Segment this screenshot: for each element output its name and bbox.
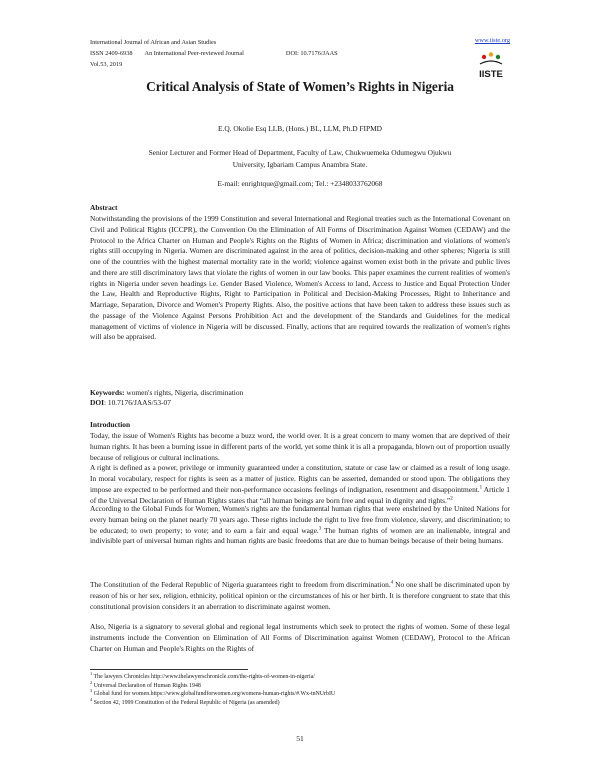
review-type: An International Peer-reviewed Journal xyxy=(144,50,244,57)
introduction-paragraph-3: The Constitution of the Federal Republic of Nigeria guarantees right to freedom from discrimination.$^4$ No one shall be discriminated upon by reason of his or her sex, religion, ethnicity, political opinion or the circumstances of his or her birth. It is therefore congruent to state that this constitutional provision considers it an aberration to discriminate against women. xyxy=(90,580,510,611)
footnote: $^4$ Section 42, 1999 Constitution of the Federal Republic of Nigeria (as amended) xyxy=(90,696,280,706)
journal-name: International Journal of African and Asian Studies xyxy=(90,39,217,46)
article-doi: DOI: 10.7176/JAAS/53-07 xyxy=(90,398,171,407)
footnote-divider xyxy=(90,669,248,670)
introduction-paragraph-1: Today, the issue of Women's Rights has become a buzz word, the world over. It is a great concern to many women that are deprived of their human rights. It has been a burning issue in different parts of the world, yet some think it is all a propaganda, blown out of proportion usually because of religious or cultural inclinations. A right is defined as a power, privilege or immunity guaranteed under a constitution, statute or case law or claimed as a result of long usage. In moral vocabulary, respect for rights is seen as a matter of justice. Rights can be asserted, demanded or stood upon. The obligations they impose are expected to be performed and their non-performance occasions feelings of indignation, resentment and disappointment.$^1$ Article 1 of the Universal Declaration of Human Rights states that “all human beings are born free and equal in dignity and rights.”$^2$ xyxy=(90,431,510,505)
paper-title: Critical Analysis of State of Women’s Rights in Nigeria xyxy=(146,79,454,94)
author-line: E.Q. Okolie Esq LLB, (Hons.) BL, LLM, Ph.D FIPMD xyxy=(217,124,383,133)
footnote: $^3$ Global fund for women.https://www.globalfundforwomen.org/womens-human-rights/#.Wx-tnNUrbIU xyxy=(90,688,336,698)
introduction-paragraph-4: Also, Nigeria is a signatory to several global and regional legal instruments which seek to protect the rights of women. Some of these legal instruments include the Convention on Elimination of All Forms of Discrimination against Women (CEDAW), Protocol to the African Charter on Human and People's Rights on the Rights of xyxy=(90,622,510,653)
footnote-ref: 1 xyxy=(479,485,483,491)
footnotes xyxy=(90,673,520,707)
footnote-ref: 4 xyxy=(390,580,394,586)
journal-url-link[interactable]: www.iiste.org xyxy=(474,37,510,44)
logo-text: IISTE xyxy=(479,69,503,80)
introduction-paragraph-2: According to the Global Funds for Women, Women's rights are the fundamental human rights that were enshrined by the United Nations for every human being on the planet nearly 70 years ago. These rights include the right to live free from violence, slavery, and discrimination; to be educated; to own property; to vote; and to earn a fair and equal wage.$^3$ The human rights of women are an inalienable, integral and indivisible part of universal human rights and human rights are basic freedoms that are due to human beings because of their being humans. xyxy=(90,504,510,546)
footnote: $^1$ The lawyers Chronicles http://www.thelawyerschronicle.com/the-rights-of-women-in-nigeria/ xyxy=(90,671,315,680)
issn: ISSN 2409-6938 xyxy=(90,50,133,57)
footnote-ref: 2 xyxy=(450,496,453,502)
footnote: $^2$ Universal Declaration of Human Rights 1948 xyxy=(90,679,201,689)
page-number: 51 xyxy=(296,734,304,743)
introduction-heading: Introduction xyxy=(90,420,131,429)
volume: Vol.53, 2019 xyxy=(90,61,123,68)
abstract-text: Notwithstanding the provisions of the 1999 Constitution and several International and Regional treaties such as the International Covenant on Civil and Political Rights (ICCPR), the Convention On the Elimination of All Forms of Discrimination Against Women (CEDAW) and the Protocol to the Africa Charter on Human and People's Rights on the Rights of Women in Africa; discrimination and violations of women's rights still occupying in Nigeria. Women are discriminated against in the area of politics, decision-making and other spheres; Nigeria is still one of the countries with the highest maternal mortality rate in the world; violence against women exist both in the private and public lives and there are still discriminatory laws that violate the rights of women in our law books. This paper examines the current realities of women's rights in Nigeria under seven headings i.e. Gender Based Violence, Women's Access to land, Access to Justice and Equal Protection Under the Law, Health and Reproductive Rights, Right to Participation in Political and Decision-Making Processes, Right to Inheritance and Marriage, Separation, Divorce and Women's Property Rights. Also, the positive actions that have been taken to address these issues such as the passage of the Violence Against Persons Prohibition Act and the development of the Standards and Guidelines for the medical management of victims of violence in Nigeria will be discussed. Finally, actions that are required towards the realization of women's rights will also be appraised. xyxy=(90,214,510,342)
keywords-line: Keywords: women's rights, Nigeria, discrimination xyxy=(90,388,244,397)
affiliation: Senior Lecturer and Former Head of Department, Faculty of Law, Chukwuemeka Odumegwu Ojukwu University, Igbariam Campus Anambra State. xyxy=(148,148,452,169)
footnote-ref: 3 xyxy=(318,526,322,532)
iiste-logo xyxy=(474,50,508,80)
journal-doi: DOI: 10.7176/JAAS xyxy=(285,50,338,57)
running-header xyxy=(90,37,338,70)
contact-line: E-mail: enrightque@gmail.com; Tel.: +2348033762068 xyxy=(217,179,383,188)
abstract-heading: Abstract xyxy=(90,203,118,212)
